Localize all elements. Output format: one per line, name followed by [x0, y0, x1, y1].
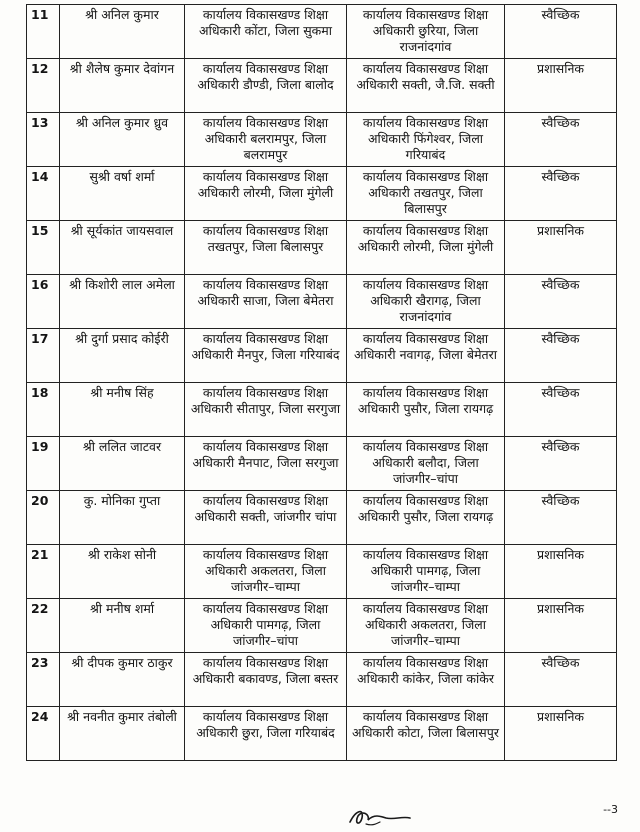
serial-number: 16	[27, 275, 60, 329]
table-row	[27, 437, 617, 491]
current-office: कार्यालय विकासखण्ड शिक्षा अधिकारी मैनपुर, जिला गरियाबंद	[185, 329, 347, 383]
current-office: कार्यालय विकासखण्ड शिक्षा अधिकारी कोंटा, जिला सुकमा	[185, 5, 347, 59]
transfer-type: स्वैच्छिक	[505, 167, 617, 221]
current-office: कार्यालय विकासखण्ड शिक्षा अधिकारी साजा, जिला बेमेतरा	[185, 275, 347, 329]
transfer-table	[26, 4, 617, 761]
employee-name: श्री मनीष शर्मा	[60, 599, 185, 653]
current-office: कार्यालय विकासखण्ड शिक्षा अधिकारी सक्ती, जांजगीर चांपा	[185, 491, 347, 545]
serial-number: 15	[27, 221, 60, 275]
employee-name: श्री किशोरी लाल अमेला	[60, 275, 185, 329]
employee-name: श्री शैलेष कुमार देवांगन	[60, 59, 185, 113]
serial-number: 11	[27, 5, 60, 59]
table-row	[27, 545, 617, 599]
transfer-office: कार्यालय विकासखण्ड शिक्षा अधिकारी कोटा, जिला बिलासपुर	[347, 707, 505, 761]
table-row	[27, 329, 617, 383]
serial-number: 17	[27, 329, 60, 383]
transfer-type: स्वैच्छिक	[505, 653, 617, 707]
table-row	[27, 59, 617, 113]
employee-name: श्री अनिल कुमार ध्रुव	[60, 113, 185, 167]
serial-number: 20	[27, 491, 60, 545]
transfer-type: स्वैच्छिक	[505, 329, 617, 383]
employee-name: श्री राकेश सोनी	[60, 545, 185, 599]
transfer-type: स्वैच्छिक	[505, 275, 617, 329]
table-row	[27, 275, 617, 329]
serial-number: 18	[27, 383, 60, 437]
employee-name: श्री सूर्यकांत जायसवाल	[60, 221, 185, 275]
employee-name: श्री नवनीत कुमार तंबोली	[60, 707, 185, 761]
current-office: कार्यालय विकासखण्ड शिक्षा अधिकारी सीतापुर, जिला सरगुजा	[185, 383, 347, 437]
transfer-office: कार्यालय विकासखण्ड शिक्षा अधिकारी लोरमी, जिला मुंगेली	[347, 221, 505, 275]
table-row	[27, 113, 617, 167]
employee-name: कु. मोनिका गुप्ता	[60, 491, 185, 545]
current-office: कार्यालय विकासखण्ड शिक्षा अधिकारी मैनपाट, जिला सरगुजा	[185, 437, 347, 491]
employee-name: सुश्री वर्षा शर्मा	[60, 167, 185, 221]
current-office: कार्यालय विकासखण्ड शिक्षा अधिकारी बलरामपुर, जिला बलरामपुर	[185, 113, 347, 167]
transfer-type: स्वैच्छिक	[505, 383, 617, 437]
signature-mark	[346, 804, 416, 830]
transfer-office: कार्यालय विकासखण्ड शिक्षा अधिकारी तखतपुर, जिला बिलासपुर	[347, 167, 505, 221]
serial-number: 19	[27, 437, 60, 491]
employee-name: श्री अनिल कुमार	[60, 5, 185, 59]
serial-number: 13	[27, 113, 60, 167]
table-row	[27, 5, 617, 59]
transfer-office: कार्यालय विकासखण्ड शिक्षा अधिकारी नवागढ़, जिला बेमेतरा	[347, 329, 505, 383]
current-office: कार्यालय विकासखण्ड शिक्षा अधिकारी पामगढ़, जिला जांजगीर–चांपा	[185, 599, 347, 653]
table-row	[27, 599, 617, 653]
transfer-type: प्रशासनिक	[505, 599, 617, 653]
table-row	[27, 707, 617, 761]
serial-number: 22	[27, 599, 60, 653]
current-office: कार्यालय विकासखण्ड शिक्षा तखतपुर, जिला बिलासपुर	[185, 221, 347, 275]
table-row	[27, 653, 617, 707]
serial-number: 14	[27, 167, 60, 221]
employee-name: श्री ललित जाटवर	[60, 437, 185, 491]
serial-number: 24	[27, 707, 60, 761]
employee-name: श्री दीपक कुमार ठाकुर	[60, 653, 185, 707]
transfer-type: प्रशासनिक	[505, 545, 617, 599]
transfer-office: कार्यालय विकासखण्ड शिक्षा अधिकारी अकलतरा, जिला जांजगीर–चाम्पा	[347, 599, 505, 653]
transfer-office: कार्यालय विकासखण्ड शिक्षा अधिकारी बलौदा, जिला जांजगीर–चांपा	[347, 437, 505, 491]
transfer-office: कार्यालय विकासखण्ड शिक्षा अधिकारी फिंगेश्वर, जिला गरियाबंद	[347, 113, 505, 167]
serial-number: 12	[27, 59, 60, 113]
current-office: कार्यालय विकासखण्ड शिक्षा अधिकारी अकलतरा, जिला जांजगीर–चाम्पा	[185, 545, 347, 599]
transfer-office: कार्यालय विकासखण्ड शिक्षा अधिकारी छुरिया, जिला राजनांदगांव	[347, 5, 505, 59]
current-office: कार्यालय विकासखण्ड शिक्षा अधिकारी लोरमी, जिला मुंगेली	[185, 167, 347, 221]
transfer-type: स्वैच्छिक	[505, 491, 617, 545]
table-row	[27, 491, 617, 545]
table-row	[27, 383, 617, 437]
transfer-type: प्रशासनिक	[505, 221, 617, 275]
table-row	[27, 167, 617, 221]
current-office: कार्यालय विकासखण्ड शिक्षा अधिकारी डौण्डी, जिला बालोद	[185, 59, 347, 113]
transfer-office: कार्यालय विकासखण्ड शिक्षा अधिकारी खैरागढ़, जिला राजनांदगांव	[347, 275, 505, 329]
transfer-office: कार्यालय विकासखण्ड शिक्षा अधिकारी कांकेर, जिला कांकेर	[347, 653, 505, 707]
transfer-office: कार्यालय विकासखण्ड शिक्षा अधिकारी पुसौर, जिला रायगढ़	[347, 491, 505, 545]
transfer-type: प्रशासनिक	[505, 59, 617, 113]
transfer-type: स्वैच्छिक	[505, 437, 617, 491]
current-office: कार्यालय विकासखण्ड शिक्षा अधिकारी छुरा, जिला गरियाबंद	[185, 707, 347, 761]
current-office: कार्यालय विकासखण्ड शिक्षा अधिकारी बकावण्ड, जिला बस्तर	[185, 653, 347, 707]
transfer-type: स्वैच्छिक	[505, 113, 617, 167]
serial-number: 23	[27, 653, 60, 707]
table-row	[27, 221, 617, 275]
employee-name: श्री दुर्गा प्रसाद कोईरी	[60, 329, 185, 383]
transfer-type: स्वैच्छिक	[505, 5, 617, 59]
transfer-office: कार्यालय विकासखण्ड शिक्षा अधिकारी पामगढ़, जिला जांजगीर–चाम्पा	[347, 545, 505, 599]
serial-number: 21	[27, 545, 60, 599]
transfer-office: कार्यालय विकासखण्ड शिक्षा अधिकारी पुसौर, जिला रायगढ़	[347, 383, 505, 437]
employee-name: श्री मनीष सिंह	[60, 383, 185, 437]
page-number: --3	[603, 803, 618, 816]
transfer-office: कार्यालय विकासखण्ड शिक्षा अधिकारी सक्ती, जै.जि. सक्ती	[347, 59, 505, 113]
transfer-type: प्रशासनिक	[505, 707, 617, 761]
